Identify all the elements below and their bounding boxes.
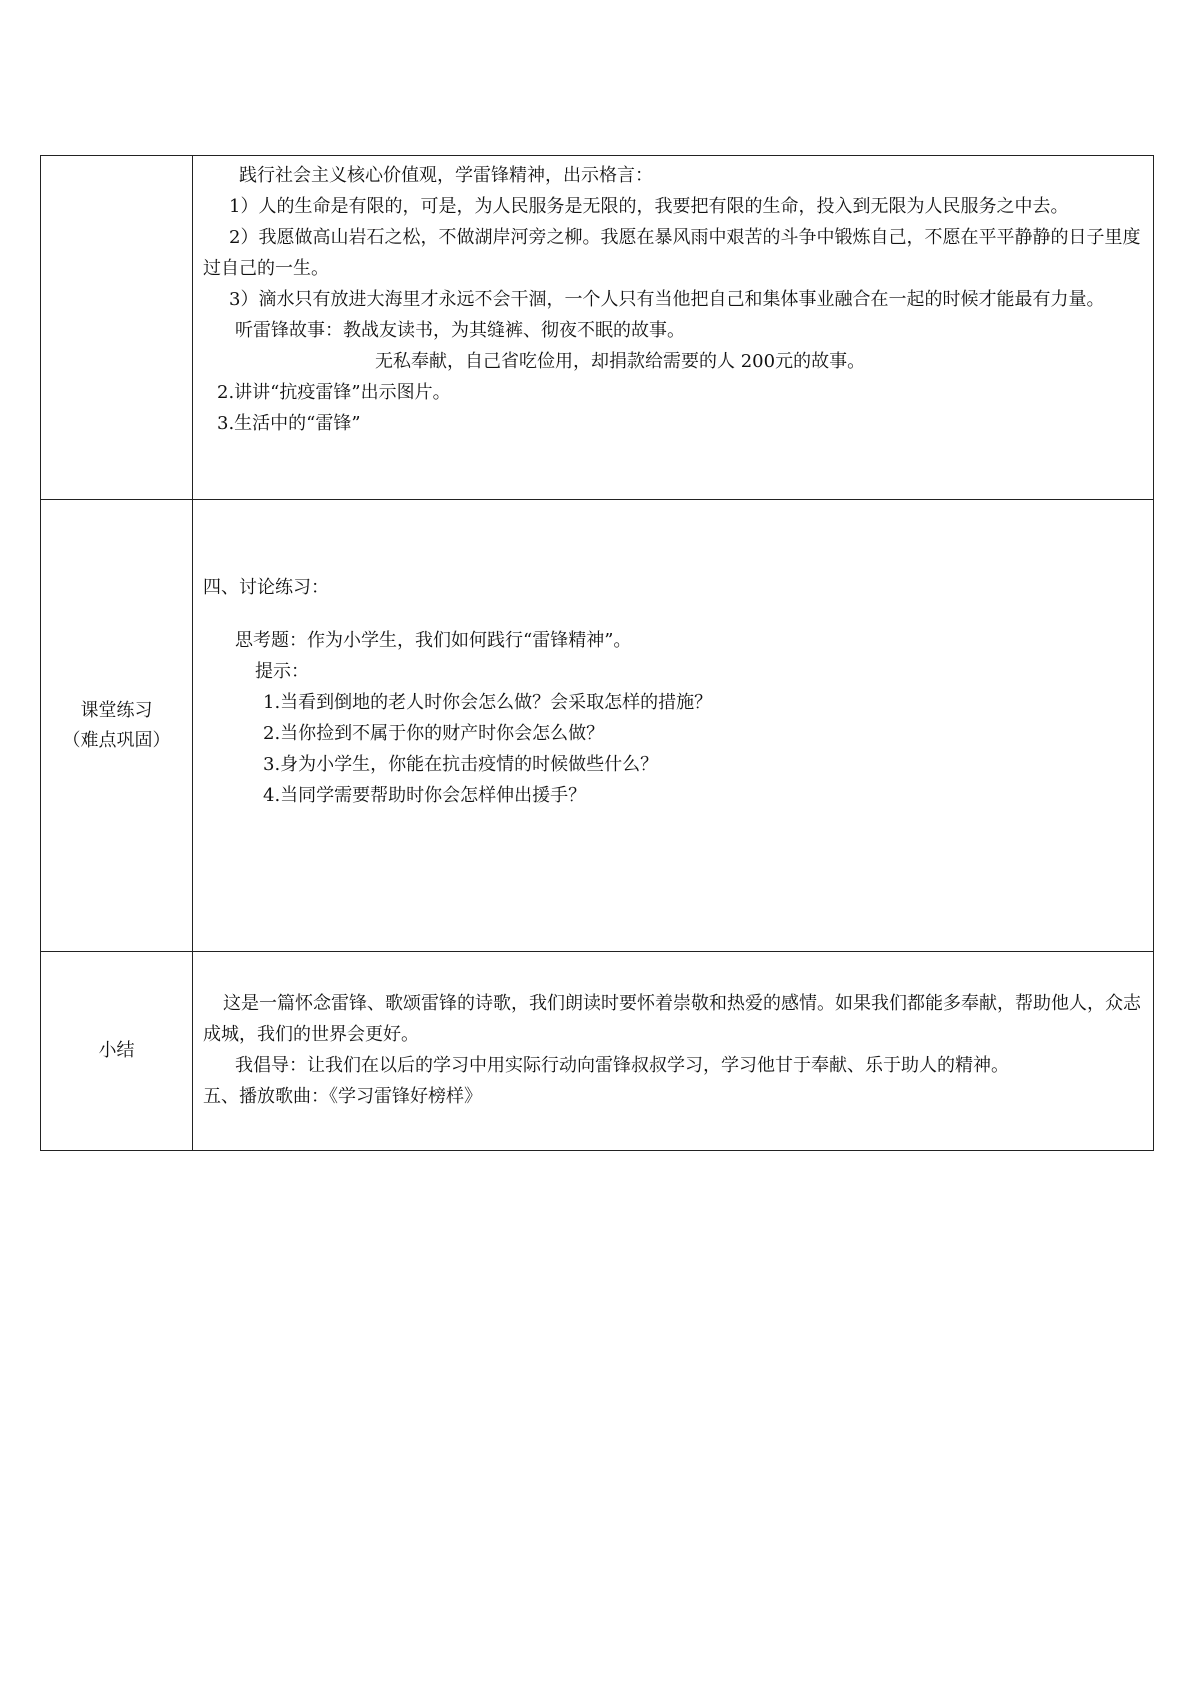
- row-label-practice: [41, 500, 193, 952]
- label-line: 课堂练习: [80, 699, 153, 721]
- row-content-summary: [193, 952, 1154, 1151]
- table-row: [41, 156, 1154, 500]
- text-line: 无私奉献，自己省吃俭用，却捐款给需要的人 200元的故事。: [375, 351, 866, 372]
- text-line: 2.讲讲“抗疫雷锋”出示图片。: [217, 382, 451, 403]
- text-line: 2）我愿做高山岩石之松，不做湖岸河旁之柳。我愿在暴风雨中艰苦的斗争中锻炼自己，不愿在平平静静的日子里度过自己的一生。: [203, 227, 1141, 279]
- table-row: [41, 500, 1154, 952]
- row-content-practice: [193, 500, 1154, 952]
- section-heading: 四、讨论练习：: [203, 577, 329, 598]
- list-item: 1.当看到倒地的老人时你会怎么做？会采取怎样的措施？: [263, 692, 713, 713]
- lesson-plan-table: [40, 155, 1154, 1151]
- text-line: 听雷锋故事：教战友读书，为其缝裤、彻夜不眠的故事。: [235, 320, 685, 341]
- list-item: 2.当你捡到不属于你的财产时你会怎么做？: [263, 723, 605, 744]
- label-line: （难点巩固）: [62, 729, 171, 751]
- label-line: 小结: [98, 1040, 135, 1061]
- text-line: 践行社会主义核心价值观，学雷锋精神，出示格言：: [239, 165, 653, 186]
- text-line: 我倡导：让我们在以后的学习中用实际行动向雷锋叔叔学习，学习他甘于奉献、乐于助人的精神。: [235, 1055, 1009, 1076]
- text-line: 1）人的生命是有限的，可是，为人民服务是无限的，我要把有限的生命，投入到无限为人民服务之中去。: [229, 196, 1069, 217]
- list-item: 4.当同学需要帮助时你会怎样伸出援手？: [263, 785, 587, 806]
- row-content-activities: [193, 156, 1154, 500]
- text-line: 五、播放歌曲：《学习雷锋好榜样》: [203, 1086, 482, 1107]
- table-row: [41, 952, 1154, 1151]
- list-item: 3.身为小学生，你能在抗击疫情的时候做些什么？: [263, 754, 659, 775]
- hint-label: 提示：: [255, 661, 309, 682]
- question-text: 思考题：作为小学生，我们如何践行“雷锋精神”。: [235, 630, 632, 651]
- text-line: 3）滴水只有放进大海里才永远不会干涸，一个人只有当他把自己和集体事业融合在一起的时候才能最有力量。: [229, 289, 1105, 310]
- row-label-empty: [41, 156, 193, 500]
- text-line: 这是一篇怀念雷锋、歌颂雷锋的诗歌，我们朗读时要怀着崇敬和热爱的感情。如果我们都能多奉献，帮助他人，众志成城，我们的世界会更好。: [203, 993, 1141, 1045]
- row-label-summary: [41, 952, 193, 1151]
- text-line: 3.生活中的“雷锋”: [217, 413, 361, 434]
